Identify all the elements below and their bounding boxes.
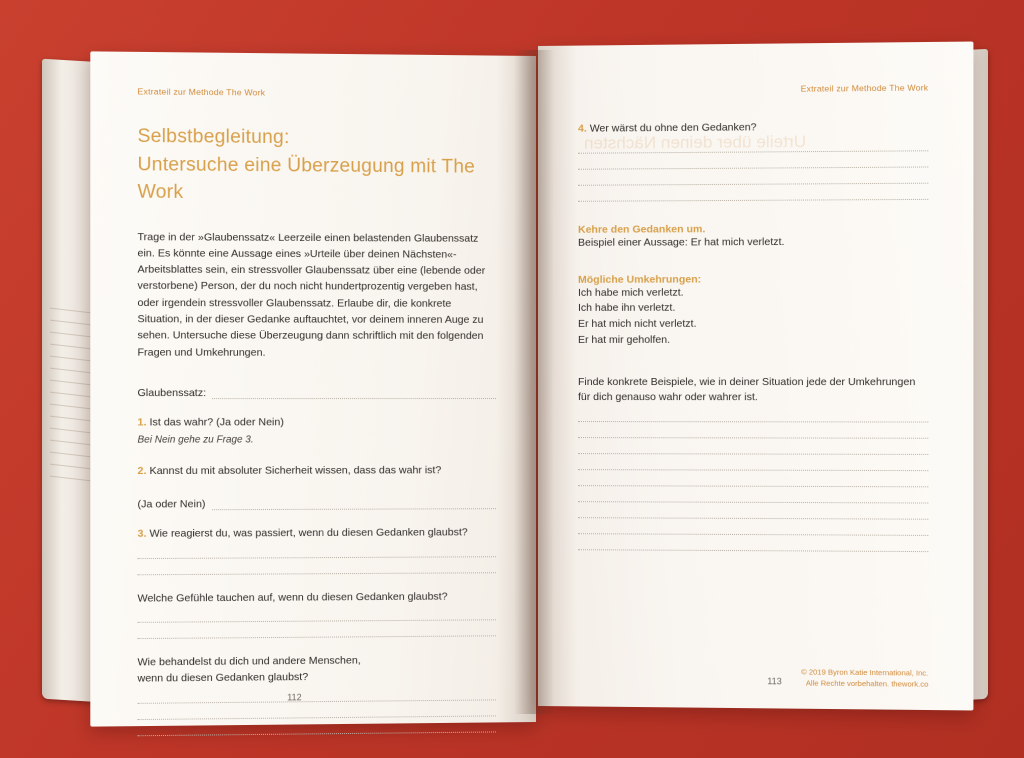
question-2-hint: (Ja oder Nein) (137, 498, 206, 511)
copyright-notice (801, 666, 928, 690)
page-title (137, 123, 496, 209)
question-3-answer-line-2[interactable] (137, 571, 496, 575)
belief-field-input-line[interactable] (212, 387, 496, 399)
question-1-number: 1. (137, 416, 147, 429)
page-title-line-1: Selbstbegleitung: (137, 125, 290, 149)
question-3c-answer-line-2[interactable] (137, 714, 496, 720)
question-3c-text-line-2: wenn du diesen Gedanken glaubst? (137, 671, 309, 685)
intro-paragraph: Trage in der »Glaubenssatz« Leerzeile einen belastenden Glaubenssatz ein. Es könnte eine Aussage eines »Urteile über deinen Nächsten«-Arbeitsblattes sein, ein stressvoller Glaubenssatz über eine (lebende oder verstorbene) Person, der du noch nicht hundertprozentig vergeben hast, oder irgendein stressvoller Glaubenssatz. Erlaube dir, die konkrete Situation, in der dieser Gedanke auftauchtet, vor deinem inneren Auge zu sehen. Untersuche diese Überzeugung dann schriftlich mit den folgenden Fragen und Umkehrungen. (137, 230, 486, 359)
open-book (36, 22, 988, 738)
closing-paragraph: Finde konkrete Beispiele, wie in deiner Situation jede der Umkehrungen für dich genauso wahr oder wahrer ist. (578, 375, 916, 404)
question-2-answer-line[interactable] (212, 497, 496, 510)
possible-turnaround-item: Er hat mich nicht verletzt. (578, 317, 697, 330)
question-3b-answer-line-1[interactable] (137, 619, 496, 624)
question-3-text: Wie reagierst du, was passiert, wenn du diesen Gedanken glaubst? (149, 526, 468, 540)
question-4-answer-line-3[interactable] (578, 181, 928, 185)
belief-field-row (137, 387, 496, 399)
closing-answer-line-8[interactable] (578, 532, 928, 536)
closing-answer-line-1[interactable] (578, 420, 928, 423)
closing-answer-line-6[interactable] (578, 500, 928, 503)
question-1 (137, 415, 496, 448)
question-3 (137, 525, 496, 542)
question-1-text: Ist das wahr? (Ja oder Nein) (149, 415, 284, 429)
belief-field-label: Glaubenssatz: (137, 386, 207, 399)
question-4-text: Wer wärst du ohne den Gedanken? (589, 121, 757, 135)
question-3c-answer-line-3[interactable] (137, 730, 496, 736)
page-title-line-2: Untersuche eine Überzeugung mit The Work (137, 153, 475, 204)
question-3c (137, 653, 496, 688)
page-right (538, 42, 973, 711)
copyright-line-1: © 2019 Byron Katie International, Inc. (801, 666, 929, 678)
question-3c-text-line-1: Wie behandelst du dich und andere Menschen, (137, 654, 361, 669)
possible-turnaround-item: Ich habe ihn verletzt. (578, 301, 676, 315)
possible-turnaround-item: Er hat mir geholfen. (578, 333, 671, 346)
question-2-text: Kannst du mit absoluter Sicherheit wissen, dass das wahr ist? (149, 464, 442, 478)
question-4-number: 4. (578, 122, 587, 135)
question-3-answer-line-1[interactable] (137, 555, 496, 559)
folio-right: 113 (767, 676, 782, 687)
possible-turnaround-item: Ich habe mich verletzt. (578, 286, 684, 299)
question-2-answer-row (137, 497, 496, 510)
question-3b-answer-line-2[interactable] (137, 635, 496, 640)
closing-answer-line-7[interactable] (578, 516, 928, 520)
question-4-answer-line-1[interactable] (578, 149, 928, 153)
turnaround-heading: Kehre den Gedanken um. (578, 222, 706, 236)
closing-answer-line-2[interactable] (578, 436, 928, 439)
closing-answer-line-9[interactable] (578, 548, 928, 552)
turnaround-example: Beispiel einer Aussage: Er hat mich verletzt. (578, 235, 785, 249)
page-left (90, 51, 536, 726)
question-4-answer-line-4[interactable] (578, 198, 928, 202)
question-3b-text: Welche Gefühle tauchen auf, wenn du diesen Gedanken glaubst? (137, 590, 448, 605)
question-2 (137, 463, 496, 480)
running-head-right: Extrateil zur Methode The Work (800, 82, 929, 94)
running-head-left: Extrateil zur Methode The Work (137, 86, 266, 98)
question-2-number: 2. (137, 465, 147, 478)
copyright-line-2: Alle Rechte vorbehalten. thework.co (805, 678, 929, 689)
question-3b (137, 589, 496, 607)
question-4 (578, 119, 928, 138)
question-3-number: 3. (137, 527, 147, 540)
bleed-through-text: Urteile über deinen Nächsten (584, 131, 807, 153)
possible-turnarounds-heading: Mögliche Umkehrungen: (578, 272, 702, 286)
closing-answer-line-5[interactable] (578, 484, 928, 487)
question-1-subtext: Bei Nein gehe zu Frage 3. (137, 433, 254, 446)
folio-left: 112 (287, 692, 302, 703)
closing-answer-line-4[interactable] (578, 468, 928, 471)
question-4-answer-line-2[interactable] (578, 165, 928, 169)
closing-answer-line-3[interactable] (578, 452, 928, 455)
